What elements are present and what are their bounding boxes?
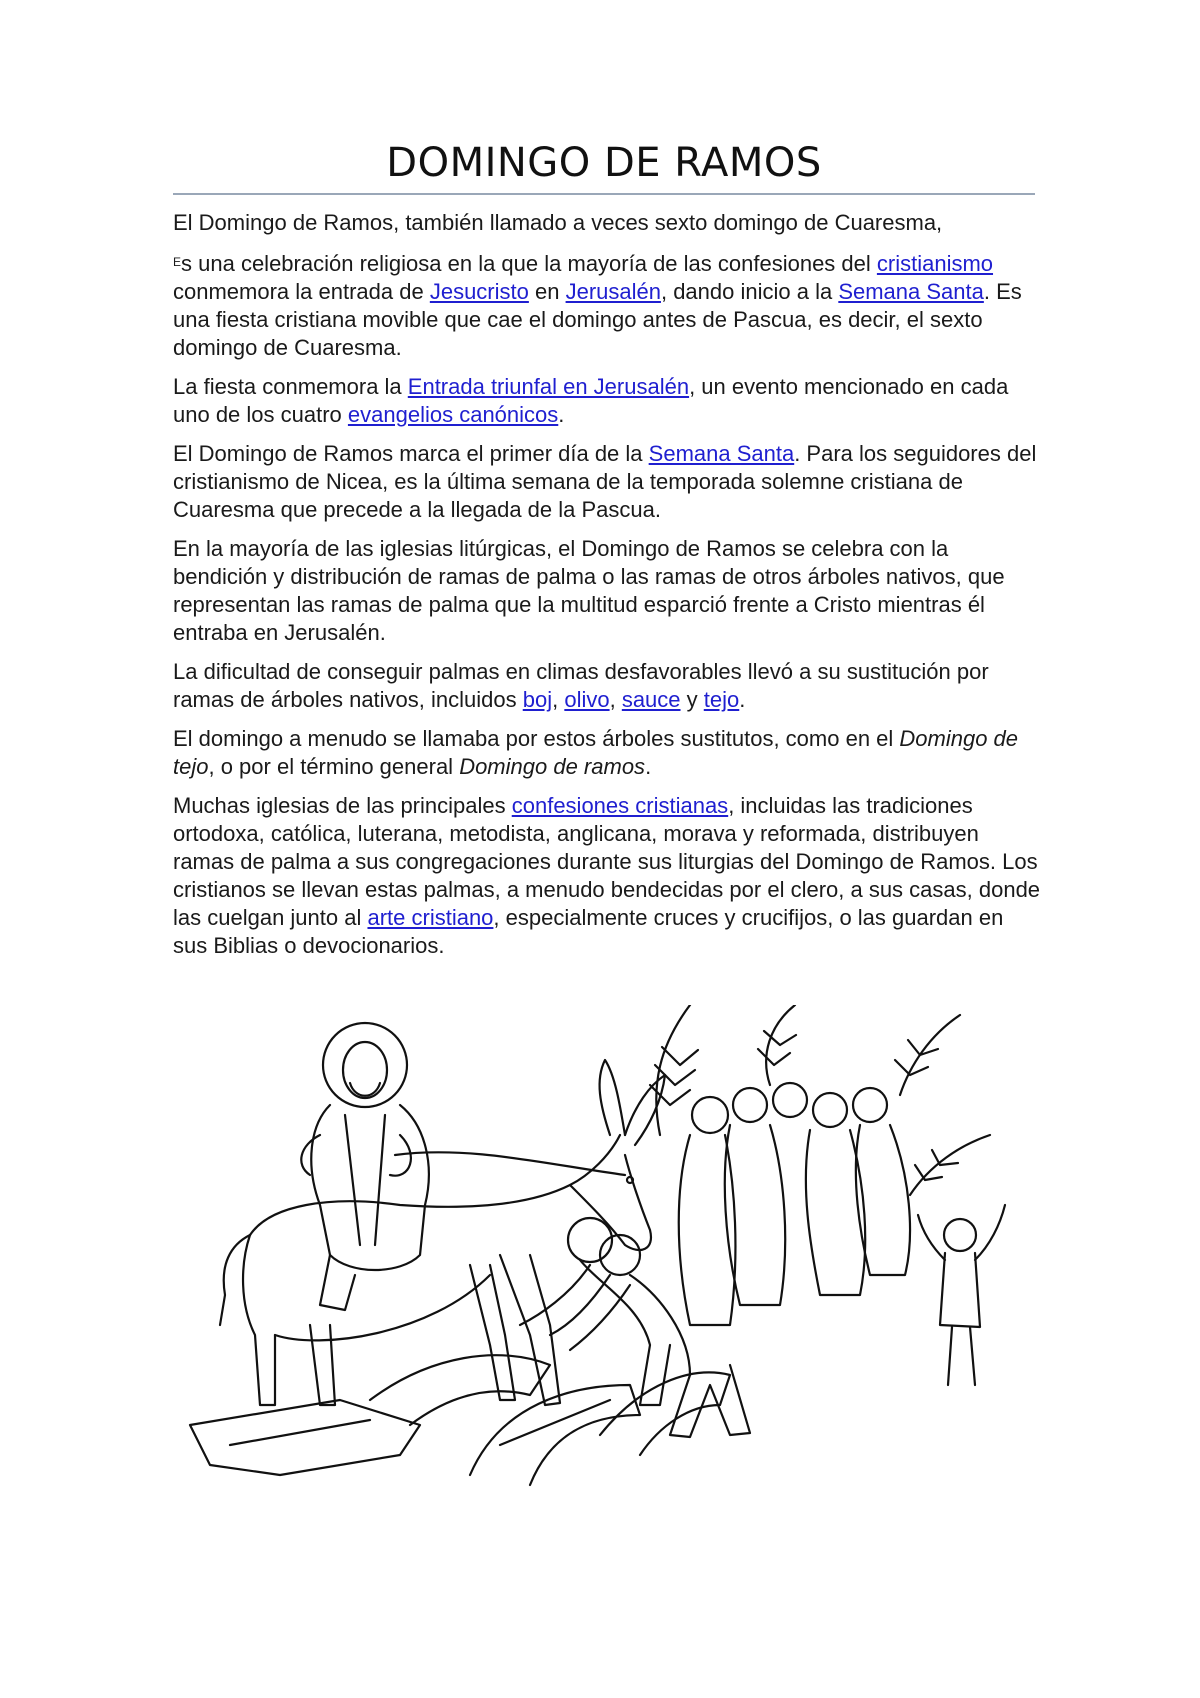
link-cristianismo[interactable]: cristianismo: [876, 251, 994, 276]
link-confesiones-cristianas[interactable]: confesiones cristianas: [511, 793, 729, 818]
link-jerusalen[interactable]: Jerusalén: [565, 279, 661, 304]
small-initial-letter: E: [173, 255, 182, 269]
palm-sunday-line-drawing-icon: [170, 1005, 1040, 1525]
link-olivo[interactable]: olivo: [564, 687, 610, 712]
paragraph-iglesias-liturgicas: En la mayoría de las iglesias litúrgicas, el Domingo de Ramos se celebra con la bendición y distribución de ramas de palma o las ramas de otros árboles nativos, que representan las ramas de palma que la multitud esparció frente a Cristo mientras él entraba en Jerusalén.: [173, 536, 1005, 645]
paragraph-definition: $^E$s una celebración religiosa en la que la mayoría de las confesiones del cristianismo conmemora la entrada de Jesucristo en Jerusalén, dando inicio a la Semana Santa. Es una fiesta cristiana movible que cae el domingo antes de Pascua, es decir, el sexto domingo de Cuaresma.: [173, 251, 1022, 360]
link-semana-santa[interactable]: Semana Santa: [838, 279, 984, 304]
link-semana-santa-2[interactable]: Semana Santa: [648, 441, 795, 466]
link-arte-cristiano[interactable]: arte cristiano: [367, 905, 494, 930]
link-jesucristo[interactable]: Jesucristo: [429, 279, 529, 304]
paragraph-semana-santa: El Domingo de Ramos marca el primer día de la Semana Santa. Para los seguidores del cristianismo de Nicea, es la última semana de la temporada solemne cristiana de Cuaresma que precede a la llegada de la Pascua.: [173, 441, 1037, 522]
paragraph-confesiones: Muchas iglesias de las principales confesiones cristianas, incluidas las tradiciones ortodoxa, católica, luterana, metodista, anglicana, morava y reformada, distribuyen ramas de palma a sus congregaciones durante sus liturgias del Domingo de Ramos. Los cristianos se llevan estas palmas, a menudo bendecidas por el clero, a sus casas, donde las cuelgan junto al arte cristiano, especialmente cruces y crucifijos, o las guardan en sus Biblias o devocionarios.: [173, 793, 1041, 958]
link-tejo[interactable]: tejo: [703, 687, 740, 712]
palm-sunday-illustration: [170, 1005, 1040, 1525]
link-boj[interactable]: boj: [522, 687, 553, 712]
paragraph-entrada-triunfal: La fiesta conmemora la Entrada triunfal en Jerusalén, un evento mencionado en cada uno de los cuatro evangelios canónicos.: [173, 374, 1009, 427]
title-underline-divider: [173, 193, 1035, 195]
paragraph-nombres: El domingo a menudo se llamaba por estos árboles sustitutos, como en el Domingo de tejo, o por el término general Domingo de ramos.: [173, 726, 1019, 779]
article-body: [173, 209, 1041, 971]
page-title: DOMINGO DE RAMOS: [386, 140, 822, 186]
link-evangelios-canonicos[interactable]: evangelios canónicos: [347, 402, 559, 427]
link-entrada-triunfal[interactable]: Entrada triunfal en Jerusalén: [407, 374, 690, 399]
link-sauce[interactable]: sauce: [621, 687, 681, 712]
paragraph-sustitucion: La dificultad de conseguir palmas en climas desfavorables llevó a su sustitución por ramas de árboles nativos, incluidos boj, olivo, sauce y tejo.: [173, 659, 989, 712]
paragraph-intro: El Domingo de Ramos, también llamado a veces sexto domingo de Cuaresma,: [173, 210, 943, 235]
